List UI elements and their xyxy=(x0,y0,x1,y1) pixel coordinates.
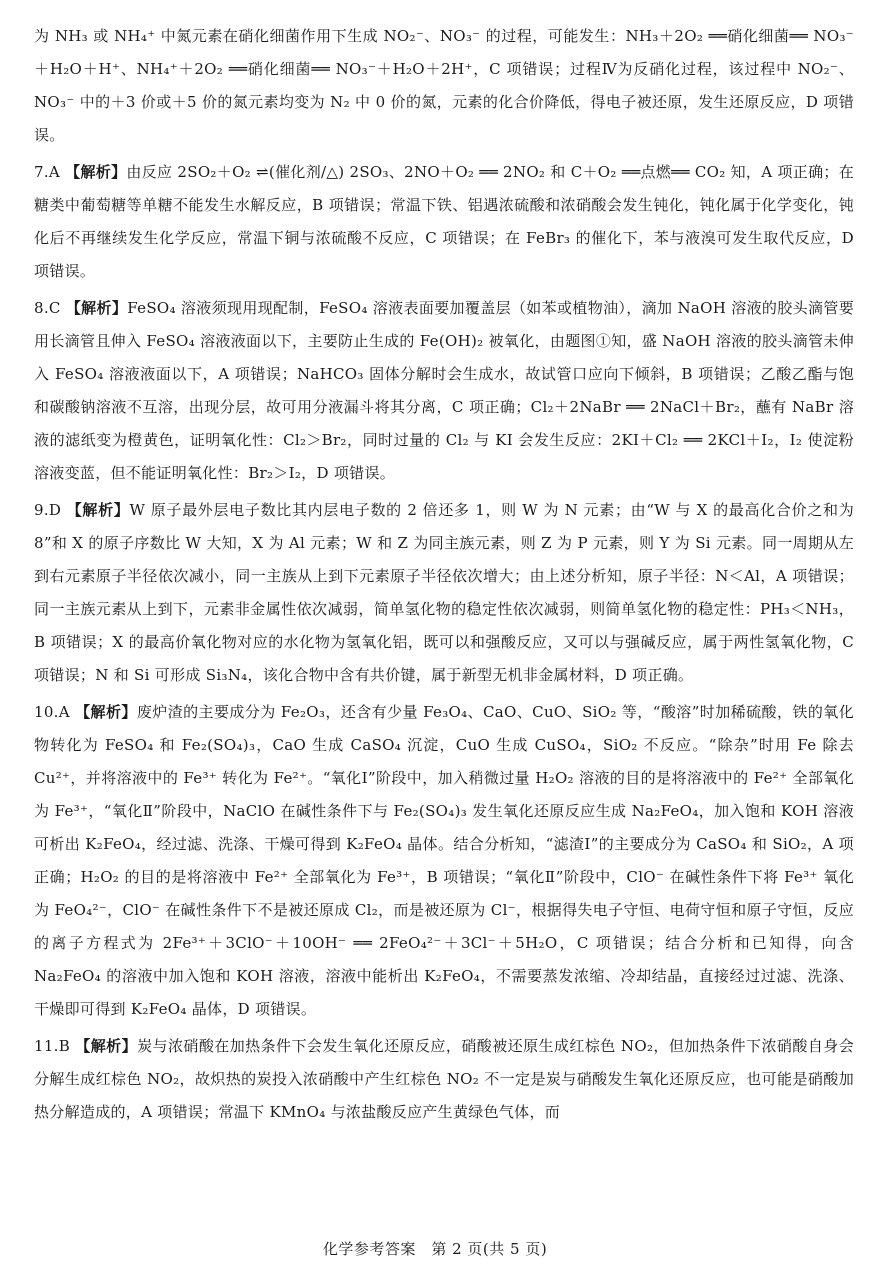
answer-item-10 xyxy=(34,696,854,1026)
item-number: 7.A xyxy=(34,163,61,181)
item-text: 废炉渣的主要成分为 Fe₂O₃，还含有少量 Fe₃O₄、CaO、CuO、SiO₂ 等，“酸溶”时加稀硫酸，铁的氧化物转化为 FeSO₄ 和 Fe₂(SO₄)₃，CaO 生成 CaSO₄ 沉淀，CuO 生成 CuSO₄，SiO₂ 不反应。“除杂”时用 Fe 除去 Cu²⁺，并将溶液中的 Fe³⁺ 转化为 Fe²⁺。“氧化Ⅰ”阶段中，加入稍微过量 H₂O₂ 溶液的目的是将溶液中的 Fe²⁺ 全部氧化为 Fe³⁺，“氧化Ⅱ”阶段中，NaClO 在碱性条件下与 Fe₂(SO₄)₃ 发生氧化还原反应生成 Na₂FeO₄，加入饱和 KOH 溶液可析出 K₂FeO₄，经过滤、洗涤、干燥可得到 K₂FeO₄ 晶体。结合分析知，“滤渣Ⅰ”的主要成分为 CaSO₄ 和 SiO₂，A 项正确；H₂O₂ 的目的是将溶液中 Fe²⁺ 全部氧化为 Fe³⁺，B 项错误；“氧化Ⅱ”阶段中，ClO⁻ 在碱性条件下将 Fe³⁺ 氧化为 FeO₄²⁻，ClO⁻ 在碱性条件下不是被还原成 Cl₂，而是被还原为 Cl⁻，根据得失电子守恒、电荷守恒和原子守恒，反应的离子方程式为 2Fe³⁺＋3ClO⁻＋10OH⁻ ══ 2FeO₄²⁻＋3Cl⁻＋5H₂O，C 项错误；结合分析和已知得，向含 Na₂FeO₄ 的溶液中加入饱和 KOH 溶液，溶液中能析出 K₂FeO₄，不需要蒸发浓缩、冷却结晶，直接经过过滤、洗涤、干燥即可得到 K₂FeO₄ 晶体，D 项错误。 xyxy=(34,703,854,1018)
analysis-label: 【解析】 xyxy=(75,1037,138,1055)
item-number: 11.B xyxy=(34,1037,71,1055)
item-text: FeSO₄ 溶液须现用现配制，FeSO₄ 溶液表面要加覆盖层（如苯或植物油），滴加 NaOH 溶液的胶头滴管要用长滴管且伸入 FeSO₄ 溶液液面以下，主要防止生成的 Fe(OH)₂ 被氧化，由题图①知，盛 NaOH 溶液的胶头滴管未伸入 FeSO₄ 溶液液面以下，A 项错误；NaHCO₃ 固体分解时会生成水，故试管口应向下倾斜，B 项错误；乙酸乙酯与饱和碳酸钠溶液不互溶，出现分层，故可用分液漏斗将其分离，C 项正确；Cl₂＋2NaBr ══ 2NaCl＋Br₂，蘸有 NaBr 溶液的滤纸变为橙黄色，证明氧化性：Cl₂＞Br₂，同时过量的 Cl₂ 与 KI 会发生反应：2KI＋Cl₂ ══ 2KCl＋I₂，I₂ 使淀粉溶液变蓝，但不能证明氧化性：Br₂＞I₂，D 项错误。 xyxy=(34,299,854,482)
analysis-label: 【解析】 xyxy=(66,501,130,519)
answer-item-8 xyxy=(34,292,854,490)
answer-item-11 xyxy=(34,1030,854,1129)
paragraph-continuation: 为 NH₃ 或 NH₄⁺ 中氮元素在硝化细菌作用下生成 NO₂⁻、NO₃⁻ 的过程，可能发生：NH₃＋2O₂ ══硝化细菌══ NO₃⁻＋H₂O＋H⁺、NH₄⁺＋2O₂ ══硝化细菌══ NO₃⁻＋H₂O＋2H⁺，C 项错误；过程Ⅳ为反硝化过程，该过程中 NO₂⁻、NO₃⁻ 中的＋3 价或＋5 价的氮元素均变为 N₂ 中 0 价的氮，元素的化合价降低，得电子被还原，发生还原反应，D 项错误。 xyxy=(34,27,854,144)
item-number: 9.D xyxy=(34,501,62,519)
item-text: 由反应 2SO₂＋O₂ ⇌(催化剂/△) 2SO₃、2NO＋O₂ ══ 2NO₂ 和 C＋O₂ ══点燃══ CO₂ 知，A 项正确；在糖类中葡萄糖等单糖不能发生水解反应，B 项错误；常温下铁、铝遇浓硫酸和浓硝酸会发生钝化，钝化属于化学变化，钝化后不再继续发生化学反应，常温下铜与浓硫酸不反应，C 项错误；在 FeBr₃ 的催化下，苯与液溴可发生取代反应，D 项错误。 xyxy=(34,163,854,280)
analysis-label: 【解析】 xyxy=(65,163,127,181)
analysis-label: 【解析】 xyxy=(65,299,128,317)
item-number: 8.C xyxy=(34,299,61,317)
page-footer: 化学参考答案 第 2 页(共 5 页) xyxy=(322,1240,548,1258)
item-text: W 原子最外层电子数比其内层电子数的 2 倍还多 1，则 W 为 N 元素；由“W 与 X 的最高化合价之和为 8”和 X 的原子序数比 W 大知，X 为 Al 元素；W 和 Z 为同主族元素，则 Z 为 P 元素，则 Y 为 Si 元素。同一周期从左到右元素原子半径依次减小，同一主族从上到下元素原子半径依次增大；由上述分析知，原子半径：N＜Al，A 项错误；同一主族元素从上到下，元素非金属性依次减弱，简单氢化物的稳定性依次减弱，则简单氢化物的稳定性：PH₃＜NH₃，B 项错误；X 的最高价氧化物对应的水化物为氢氧化铝，既可以和强酸反应，又可以与强碱反应，属于两性氢氧化物，C 项错误；N 和 Si 可形成 Si₃N₄，该化合物中含有共价键，属于新型无机非金属材料，D 项正确。 xyxy=(34,501,854,684)
analysis-label: 【解析】 xyxy=(75,703,137,721)
answer-item-7 xyxy=(34,156,854,288)
answer-item-9 xyxy=(34,494,854,692)
item-number: 10.A xyxy=(34,703,70,721)
item-text: 炭与浓硝酸在加热条件下会发生氧化还原反应，硝酸被还原生成红棕色 NO₂，但加热条件下浓硝酸自身会分解生成红棕色 NO₂，故炽热的炭投入浓硝酸中产生红棕色 NO₂ 不一定是炭与硝酸发生氧化还原反应，也可能是硝酸加热分解造成的，A 项错误；常温下 KMnO₄ 与浓盐酸反应产生黄绿色气体，而 xyxy=(34,1037,854,1121)
